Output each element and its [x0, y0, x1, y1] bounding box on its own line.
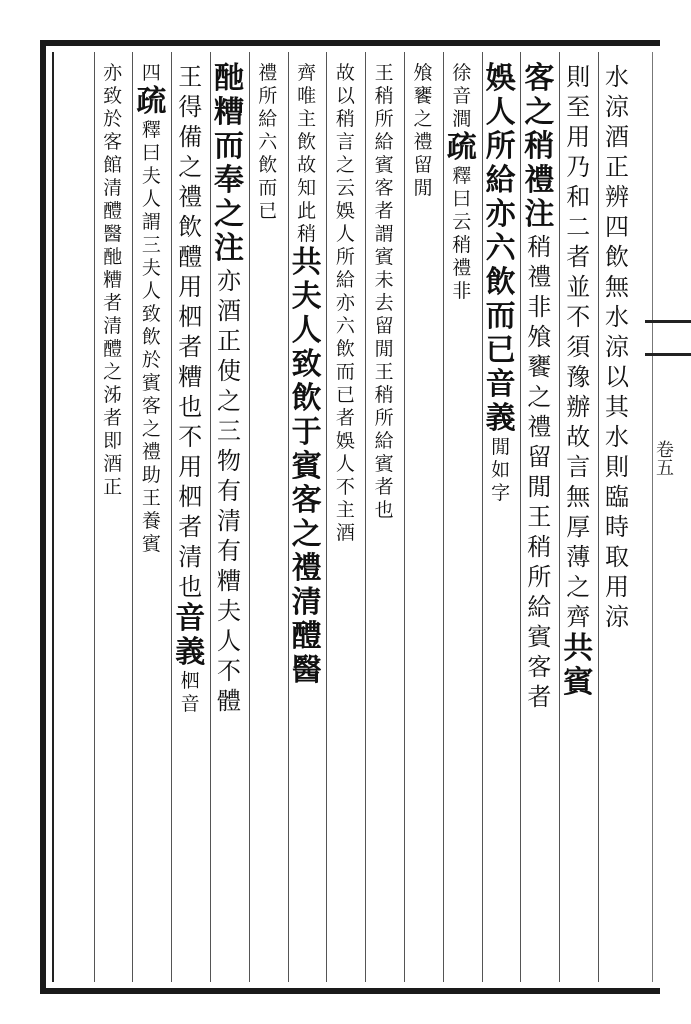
column-rule	[365, 52, 366, 982]
commentary-segment: 稍 禮 非 飧 饔 之 禮 留 閒 王 稍 所 給 賓 客 者	[527, 233, 552, 711]
text-column	[96, 62, 130, 499]
commentary-segment: 則 至 用 乃 和 二 者 並 不 須 豫 辦 故 言 無 厚 薄 之 齊	[566, 63, 591, 631]
annotation-segment: 徐 音 澗	[452, 62, 472, 130]
column-rule	[404, 52, 405, 982]
fold-label: 卷五	[653, 440, 674, 476]
commentary-segment: 亦 酒 正 使 之 三 物 有 清 有 糟 夫 人 不 體	[217, 267, 241, 715]
column-rule	[520, 52, 521, 982]
text-column	[561, 62, 595, 700]
column-rule	[326, 52, 327, 982]
column-rule	[559, 52, 560, 982]
text-column	[134, 62, 168, 556]
annotation-segment: 齊 唯 主 飲 故 知 此 稍	[297, 62, 317, 245]
column-rule	[482, 52, 483, 982]
text-column	[600, 62, 634, 632]
text-column	[484, 62, 518, 505]
annotation-segment: 飧 饔 之 禮 留 閒	[413, 62, 433, 199]
text-column	[173, 62, 207, 716]
main-text-segment: 酏 糟 而 奉 之 注	[214, 61, 244, 266]
column-rule	[132, 52, 133, 982]
main-text-segment: 疏	[446, 130, 477, 165]
annotation-segment: 釋 曰 夫 人 謂 三 夫 人 致 飲 於 賓 客 之 禮 助 王 養 賓	[141, 119, 161, 555]
fold-fish-tail-mark	[645, 320, 691, 356]
column-rule	[288, 52, 289, 982]
text-column	[367, 62, 401, 522]
annotation-segment: 王 稍 所 給 賓 客 者 謂 賓 未 去 留 閒 王 稍 所 給 賓 者 也	[374, 62, 394, 521]
annotation-segment: 釋 曰 云 稍 禮 非	[452, 165, 472, 302]
column-rule	[598, 52, 599, 982]
main-text-segment: 共 賓	[563, 631, 594, 700]
column-rule	[443, 52, 444, 982]
main-text-segment: 共 夫 人 致 飲 于 賓 客 之 禮 清 醴 醫	[291, 245, 322, 688]
text-column	[522, 62, 556, 712]
annotation-segment: 柶 音	[180, 670, 200, 715]
text-column	[406, 62, 440, 200]
column-rule	[210, 52, 211, 982]
annotation-segment: 閒 如 字	[491, 436, 511, 504]
text-column	[328, 62, 362, 545]
main-text-segment: 娛 人 所 給 亦 六 飲 而 已 音 義	[485, 61, 516, 436]
commentary-segment: 水 涼 酒 正 辨 四 飲 無 水 涼 以 其 水 則 臨 時 取 用 涼	[605, 63, 629, 631]
text-column	[251, 62, 285, 223]
column-rule	[249, 52, 250, 982]
annotation-segment: 禮 所 給 六 飲 而 已	[258, 62, 278, 222]
text-column	[290, 62, 324, 688]
main-text-segment: 客 之 稍 禮 注	[524, 61, 555, 232]
annotation-segment: 四	[141, 62, 161, 84]
column-rule	[171, 52, 172, 982]
page-border-top	[40, 40, 660, 46]
main-text-segment: 音 義	[175, 601, 206, 670]
page-border-bottom	[40, 988, 660, 994]
text-column	[445, 62, 479, 303]
column-rule	[94, 52, 95, 982]
annotation-segment: 亦 致 於 客 館 清 醴 醫 酏 糟 者 清 醴 之 泲 者 即 酒 正	[103, 62, 123, 498]
commentary-segment: 王 得 備 之 禮 飲 醴 用 柶 者 糟 也 不 用 柶 者 清 也	[178, 63, 203, 601]
page-inner-border	[52, 52, 54, 982]
main-text-segment: 疏	[136, 84, 167, 119]
fold-edge-line	[652, 52, 653, 982]
page-border-left	[40, 40, 46, 994]
annotation-segment: 故 以 稍 言 之 云 娛 人 所 給 亦 六 飲 而 已 者 娛 人 不 主 酒	[335, 62, 355, 544]
text-column	[212, 62, 246, 716]
